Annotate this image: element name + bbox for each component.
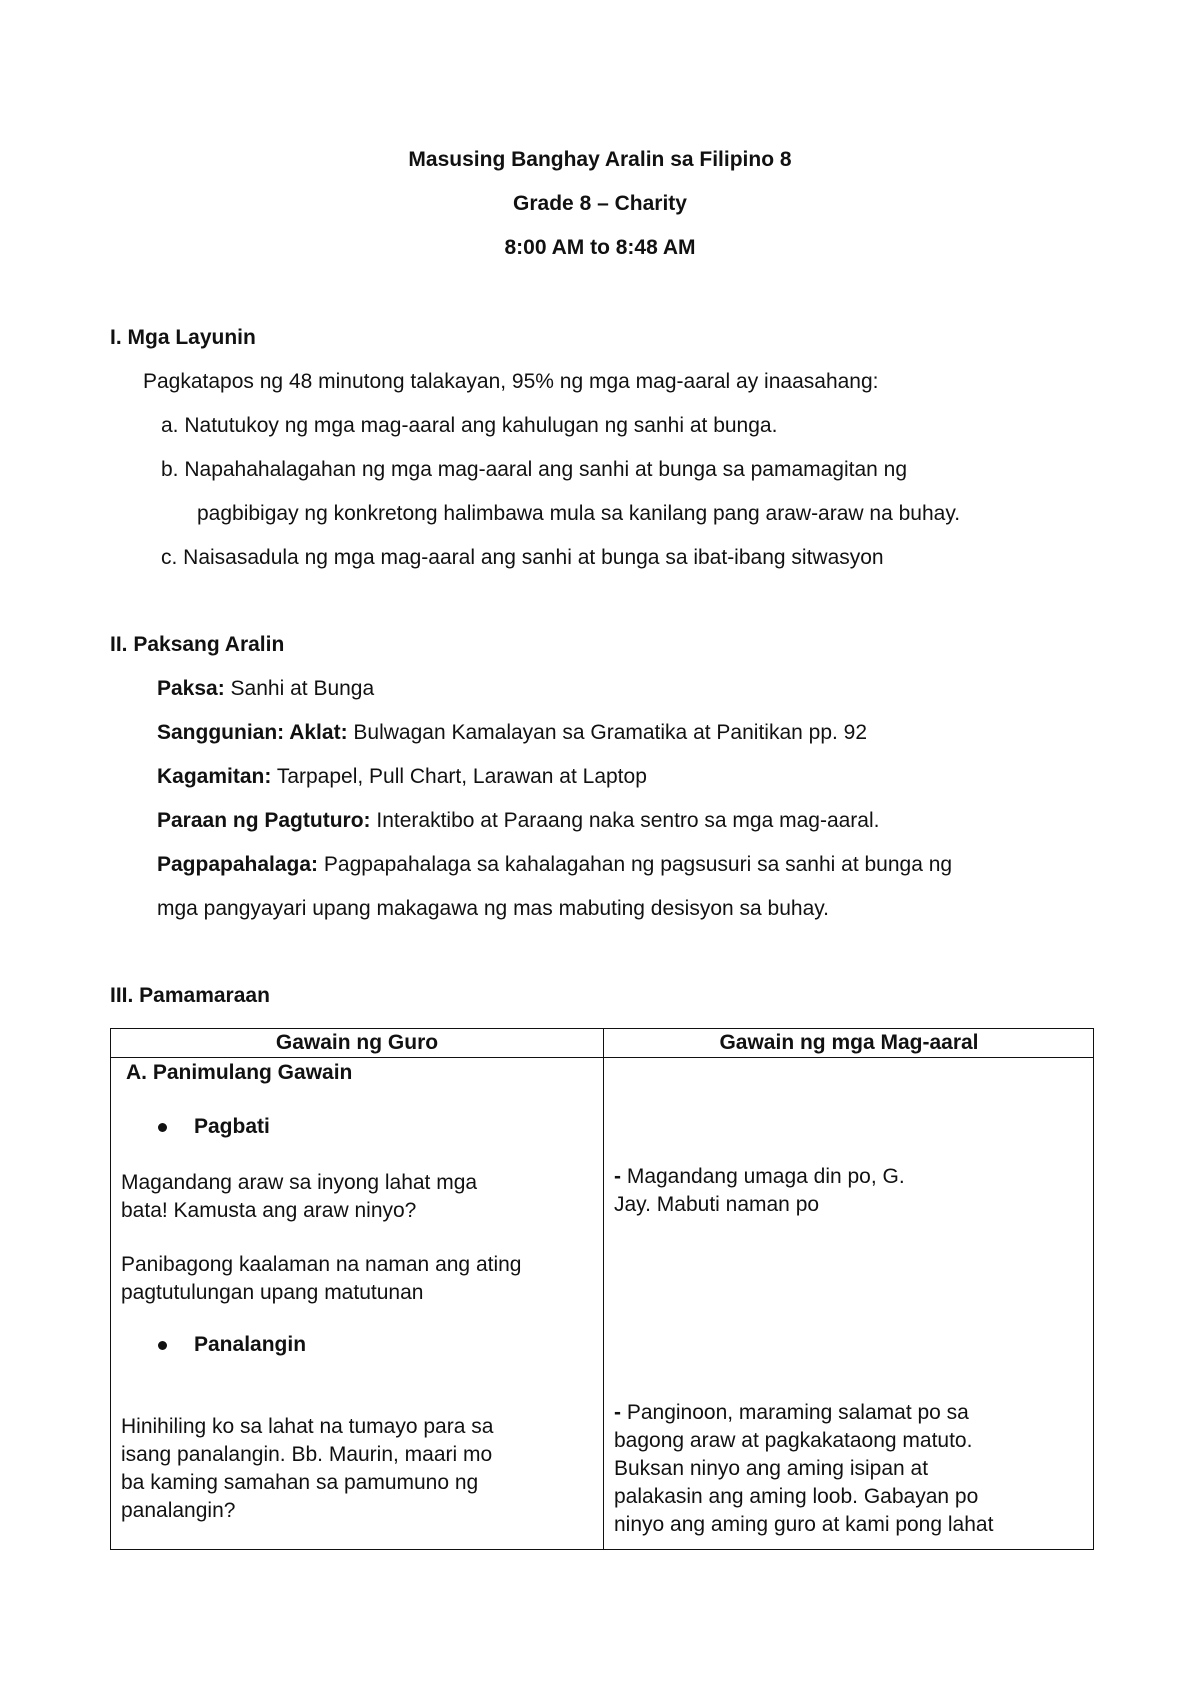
objective-a: a. Natutukoy ng mga mag-aaral ang kahulugan ng sanhi at bunga.: [161, 414, 778, 437]
objective-b-line1: b. Napahahalagahan ng mga mag-aaral ang sanhi at bunga sa pamamagitan ng: [161, 458, 908, 481]
student-greeting-line1: [614, 1163, 905, 1191]
objectives-intro: Pagkatapos ng 48 minutong talakayan, 95% ng mga mag-aaral ay inaasahang:: [143, 370, 879, 393]
pagpapahalaga-continued: mga pangyayari upang makagawa ng mas mabuting desisyon sa buhay.: [157, 897, 830, 920]
pagpapahalaga-value: Pagpapahalaga sa kahalagahan ng pagsusuri sa sanhi at bunga ng: [318, 853, 953, 876]
bullet-icon: [158, 1341, 167, 1350]
student-greeting-line2: Jay. Mabuti naman po: [614, 1193, 820, 1216]
dash-marker: -: [614, 1401, 621, 1424]
pagbati-heading: Pagbati: [194, 1115, 270, 1138]
teacher-prayer-line4: panalangin?: [121, 1499, 236, 1522]
objective-c: c. Naisasadula ng mga mag-aaral ang sanhi at bunga sa ibat-ibang sitwasyon: [161, 546, 884, 569]
column-header-teacher: Gawain ng Guro: [275, 1031, 439, 1054]
pagpapahalaga-row: [157, 852, 952, 878]
student-prayer-text: Panginoon, maraming salamat po sa: [621, 1401, 969, 1424]
objective-b-line2: pagbibigay ng konkretong halimbawa mula sa kanilang pang araw-araw na buhay.: [197, 502, 961, 525]
table-header-divider: [111, 1057, 1093, 1058]
student-prayer-line3: Buksan ninyo ang aming isipan at: [614, 1457, 929, 1480]
paksa-row: [157, 676, 374, 702]
column-header-students: Gawain ng mga Mag-aaral: [719, 1031, 979, 1054]
panalangin-heading: Panalangin: [194, 1333, 307, 1356]
paraan-row: [157, 808, 879, 834]
teacher-prayer-line2: isang panalangin. Bb. Maurin, maari mo: [121, 1443, 493, 1466]
bullet-icon: [158, 1123, 167, 1132]
grade-section: Grade 8 – Charity: [513, 192, 687, 215]
objectives-heading: I. Mga Layunin: [110, 326, 256, 349]
student-prayer-line2: bagong araw at pagkakataong matuto.: [614, 1429, 973, 1452]
teacher-intro-line1: Panibagong kaalaman na naman ang ating: [121, 1253, 522, 1276]
student-prayer-line5: ninyo ang aming guro at kami pong lahat: [614, 1513, 994, 1536]
kagamitan-label: Kagamitan:: [157, 765, 272, 788]
paraan-label: Paraan ng Pagtuturo:: [157, 809, 371, 832]
paraan-value: Interaktibo at Paraang naka sentro sa mga mag-aaral.: [370, 809, 880, 832]
teacher-greeting-line2: bata! Kamusta ang araw ninyo?: [121, 1199, 417, 1222]
student-prayer-line4: palakasin ang aming loob. Gabayan po: [614, 1485, 979, 1508]
kagamitan-row: [157, 764, 647, 790]
kagamitan-value: Tarpapel, Pull Chart, Larawan at Laptop: [271, 765, 647, 788]
dash-marker: -: [614, 1165, 621, 1188]
sanggunian-value: Bulwagan Kamalayan sa Gramatika at Panitikan pp. 92: [347, 721, 868, 744]
section-a-heading: A. Panimulang Gawain: [126, 1061, 353, 1084]
class-time: 8:00 AM to 8:48 AM: [504, 236, 696, 259]
pagpapahalaga-label: Pagpapahalaga:: [157, 853, 319, 876]
subject-heading: II. Paksang Aralin: [110, 633, 285, 656]
teacher-intro-line2: pagtutulungan upang matutunan: [121, 1281, 424, 1304]
procedure-table: [110, 1028, 1094, 1550]
document-title: Masusing Banghay Aralin sa Filipino 8: [408, 148, 792, 171]
teacher-greeting-line1: Magandang araw sa inyong lahat mga: [121, 1171, 478, 1194]
student-prayer-line1: [614, 1399, 969, 1427]
teacher-prayer-line3: ba kaming samahan sa pamumuno ng: [121, 1471, 479, 1494]
sanggunian-label: Sanggunian: Aklat:: [157, 721, 348, 744]
sanggunian-row: [157, 720, 867, 746]
paksa-value: Sanhi at Bunga: [224, 677, 375, 700]
procedure-heading: III. Pamamaraan: [110, 984, 270, 1007]
teacher-prayer-line1: Hinihiling ko sa lahat na tumayo para sa: [121, 1415, 494, 1438]
table-column-divider: [603, 1029, 604, 1549]
paksa-label: Paksa:: [157, 677, 225, 700]
student-greeting-text: Magandang umaga din po, G.: [621, 1165, 905, 1188]
